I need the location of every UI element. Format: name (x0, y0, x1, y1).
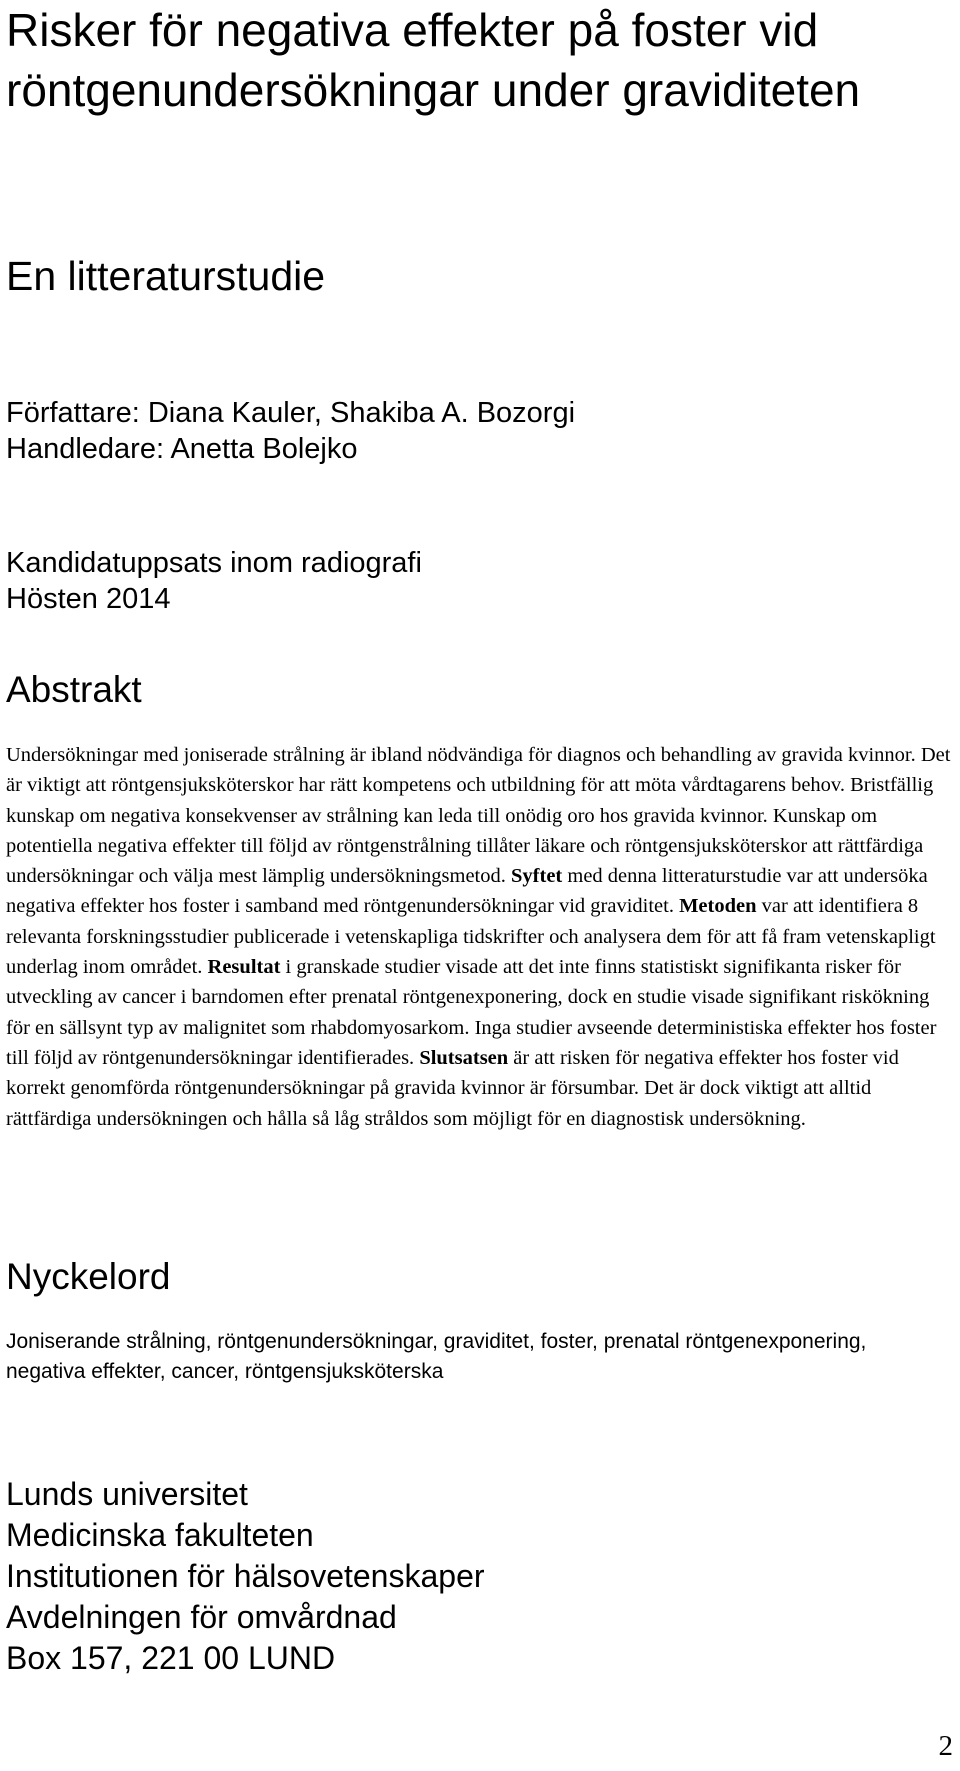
abstract-aim-label: Syftet (511, 865, 563, 888)
abstract-aim-text: med denna litteraturstudie var att undersöka negativa effekter hos foster i samband med röntgenundersökningar vid graviditet. (6, 865, 928, 918)
faculty-name: Medicinska fakulteten (6, 1517, 314, 1553)
abstract-conclusion-label: Slutsatsen (419, 1046, 509, 1069)
affiliation-block (6, 1474, 485, 1679)
abstract-results-label: Resultat (207, 956, 281, 979)
document-subtitle: En litteraturstudie (6, 253, 326, 299)
supervisor-line: Handledare: Anetta Bolejko (6, 433, 358, 465)
thesis-type: Kandidatuppsats inom radiografi (6, 547, 422, 579)
abstract-heading: Abstrakt (6, 669, 142, 710)
keywords-heading: Nyckelord (6, 1256, 171, 1297)
document-title: Risker för negativa effekter på foster vid röntgenundersökningar under graviditeten (6, 4, 861, 116)
abstract-conclusion-text: är att risken för negativa effekter hos foster vid korrekt genomförda röntgenundersökningar på gravida kvinnor är försumbar. Det är dock viktigt att alltid rättfärdiga undersökningen och hålla så låg stråldos som möjligt för en diagnostisk undersökning. (6, 1046, 899, 1130)
division-name: Avdelningen för omvårdnad (6, 1599, 397, 1635)
department-name: Institutionen för hälsovetenskaper (6, 1558, 485, 1594)
postal-address: Box 157, 221 00 LUND (6, 1640, 336, 1676)
page-number: 2 (938, 1730, 953, 1762)
authors-block (6, 395, 575, 467)
abstract-body (6, 740, 954, 1134)
keywords-text: Joniserande strålning, röntgenundersökningar, graviditet, foster, prenatal röntgenexponering, negativa effekter, cancer, röntgensjuksköterska (6, 1330, 867, 1383)
abstract-method-label: Metoden (679, 895, 757, 918)
authors-line: Författare: Diana Kauler, Shakiba A. Bozorgi (6, 397, 576, 429)
university-name: Lunds universitet (6, 1476, 248, 1512)
semester: Hösten 2014 (6, 583, 171, 615)
course-block (6, 545, 422, 617)
abstract-results-text: i granskade studier visade att det inte finns statistiskt signifikanta risker för utveckling av cancer i barndomen efter prenatal röntgenexponering, dock en studie visade signifikant riskökning för en sällsynt typ av malignitet som rhabdomyosarkom. Inga studier avseende deterministiska effekter hos foster till följd av röntgenundersökningar identifierades. (6, 956, 937, 1069)
abstract-intro: Undersökningar med joniserade strålning är ibland nödvändiga för diagnos och behandling av gravida kvinnor. Det är viktigt att röntgensjuksköterskor har rätt kompetens och utbildning för att möta vårdtagarens behov. Bristfällig kunskap om negativa konsekvenser av strålning kan leda till onödig oro hos gravida kvinnor. Kunskap om potentiella negativa effekter till följd av röntgenstrålning tillåter läkare och röntgensjuksköterskor att rättfärdiga undersökningar och välja mest lämplig undersökningsmetod. (6, 744, 951, 888)
abstract-method-text: var att identifiera 8 relevanta forskningsstudier publicerade i vetenskapliga tidskrifter och analysera dem för att få fram vetenskapligt underlag inom området. (6, 895, 936, 979)
